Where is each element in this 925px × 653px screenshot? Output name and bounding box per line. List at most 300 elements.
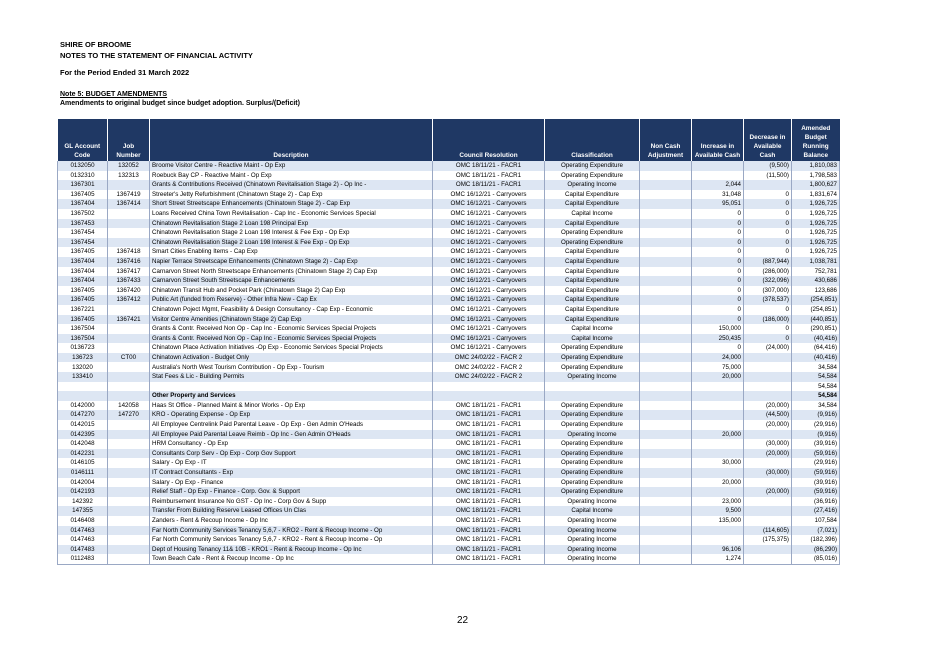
cell-gl-code: 147355 <box>58 506 108 516</box>
col-classification: Classification <box>545 119 640 161</box>
cell-job-number <box>108 209 150 219</box>
cell-non-cash <box>640 362 692 372</box>
cell-decrease: 0 <box>744 247 792 257</box>
cell-gl-code: 132020 <box>58 362 108 372</box>
cell-description: Dept of Housing Tenancy 11& 10B - KRO1 - Rent & Recoup Income - Op Inc <box>150 545 433 555</box>
cell-increase: 23,000 <box>692 497 744 507</box>
cell-job-number: 1367414 <box>108 199 150 209</box>
cell-description: Stat Fees & Lic - Building Permits <box>150 372 433 382</box>
cell-decrease: (24,000) <box>744 343 792 353</box>
cell-description: Loans Received China Town Revitalisation - Cap Inc - Economic Services Special <box>150 209 433 219</box>
cell-classification: Capital Expenditure <box>545 305 640 315</box>
cell-decrease: (307,000) <box>744 286 792 296</box>
cell-balance: (182,396) <box>792 535 840 545</box>
table-row <box>58 343 840 353</box>
cell-increase: 31,048 <box>692 190 744 200</box>
cell-non-cash <box>640 554 692 564</box>
cell-increase: 96,106 <box>692 545 744 555</box>
cell-classification: Operating Expenditure <box>545 362 640 372</box>
cell-classification: Operating Expenditure <box>545 468 640 478</box>
cell-non-cash <box>640 228 692 238</box>
cell-decrease: 0 <box>744 334 792 344</box>
cell-job-number: 1367417 <box>108 267 150 277</box>
cell-description: KRO - Operating Expense - Op Exp <box>150 410 433 420</box>
cell-council-resolution: OMC 18/11/21 - FACR1 <box>433 180 545 190</box>
cell-decrease: 0 <box>744 199 792 209</box>
cell-council-resolution: OMC 18/11/21 - FACR1 <box>433 535 545 545</box>
cell-gl-code: 0147270 <box>58 410 108 420</box>
cell-non-cash <box>640 353 692 363</box>
cell-council-resolution: OMC 18/11/21 - FACR1 <box>433 545 545 555</box>
cell-decrease: (9,500) <box>744 161 792 171</box>
cell-decrease <box>744 180 792 190</box>
cell-increase <box>692 391 744 401</box>
cell-classification: Operating Expenditure <box>545 420 640 430</box>
cell-job-number: 1367419 <box>108 190 150 200</box>
cell-job-number <box>108 324 150 334</box>
cell-description: Relief Staff - Op Exp - Finance - Corp. Gov. & Support <box>150 487 433 497</box>
cell-decrease: (11,500) <box>744 171 792 181</box>
table-row <box>58 468 840 478</box>
cell-classification: Capital Expenditure <box>545 190 640 200</box>
cell-balance: (85,016) <box>792 554 840 564</box>
cell-gl-code: 1367504 <box>58 334 108 344</box>
cell-council-resolution: OMC 16/12/21 - Carryovers <box>433 257 545 267</box>
cell-council-resolution: OMC 18/11/21 - FACR1 <box>433 468 545 478</box>
cell-increase: 0 <box>692 228 744 238</box>
cell-description: Roebuck Bay CP - Reactive Maint - Op Exp <box>150 171 433 181</box>
cell-council-resolution: OMC 16/12/21 - Carryovers <box>433 276 545 286</box>
cell-description: Australia's North West Tourism Contribution - Op Exp - Tourism <box>150 362 433 372</box>
cell-description: Chinatown Transit Hub and Pocket Park (Chinatown Stage 2) Cap Exp <box>150 286 433 296</box>
cell-job-number <box>108 449 150 459</box>
cell-classification: Operating Expenditure <box>545 228 640 238</box>
cell-classification: Operating Expenditure <box>545 401 640 411</box>
cell-council-resolution: OMC 18/11/21 - FACR1 <box>433 497 545 507</box>
cell-decrease: (44,500) <box>744 410 792 420</box>
cell-non-cash <box>640 382 692 392</box>
cell-increase: 0 <box>692 238 744 248</box>
table-row <box>58 324 840 334</box>
cell-balance: (59,916) <box>792 449 840 459</box>
cell-balance: (86,290) <box>792 545 840 555</box>
table-row <box>58 228 840 238</box>
cell-council-resolution: OMC 16/12/21 - Carryovers <box>433 190 545 200</box>
cell-council-resolution <box>433 391 545 401</box>
cell-non-cash <box>640 401 692 411</box>
cell-increase: 9,500 <box>692 506 744 516</box>
cell-non-cash <box>640 420 692 430</box>
cell-non-cash <box>640 238 692 248</box>
cell-non-cash <box>640 545 692 555</box>
cell-description: Broome Visitor Centre - Reactive Maint - Op Exp <box>150 161 433 171</box>
cell-council-resolution: OMC 24/02/22 - FACR 2 <box>433 372 545 382</box>
cell-description: All Employee Centrelink Paid Parental Leave - Op Exp - Gen Admin O'Heads <box>150 420 433 430</box>
cell-increase <box>692 161 744 171</box>
table-row <box>58 267 840 277</box>
cell-decrease: 0 <box>744 219 792 229</box>
cell-gl-code: 133410 <box>58 372 108 382</box>
table-row <box>58 286 840 296</box>
cell-gl-code: 1367454 <box>58 238 108 248</box>
cell-classification: Operating Income <box>545 545 640 555</box>
cell-council-resolution: OMC 18/11/21 - FACR1 <box>433 487 545 497</box>
cell-balance: 34,584 <box>792 362 840 372</box>
table-row <box>58 535 840 545</box>
cell-non-cash <box>640 315 692 325</box>
cell-job-number: 147270 <box>108 410 150 420</box>
col-decrease-available-cash: Decrease in Available Cash <box>744 119 792 161</box>
organisation-name: SHIRE OF BROOME <box>60 40 132 49</box>
table-row <box>58 410 840 420</box>
cell-decrease: (20,000) <box>744 420 792 430</box>
cell-description: Consultants Corp Serv - Op Exp - Corp Gov Support <box>150 449 433 459</box>
cell-gl-code: 0147483 <box>58 545 108 555</box>
cell-classification: Capital Expenditure <box>545 276 640 286</box>
cell-decrease: (186,000) <box>744 315 792 325</box>
cell-balance: (7,021) <box>792 526 840 536</box>
cell-classification: Capital Expenditure <box>545 257 640 267</box>
cell-job-number <box>108 382 150 392</box>
cell-decrease <box>744 497 792 507</box>
col-council-resolution: Council Resolution <box>433 119 545 161</box>
cell-description: Chinatown Place Activation Initiatives -Op Exp - Economic Services Special Projects <box>150 343 433 353</box>
cell-classification: Operating Expenditure <box>545 410 640 420</box>
cell-classification <box>545 391 640 401</box>
cell-non-cash <box>640 334 692 344</box>
cell-council-resolution: OMC 18/11/21 - FACR1 <box>433 401 545 411</box>
cell-council-resolution: OMC 16/12/21 - Carryovers <box>433 209 545 219</box>
cell-gl-code: 0132310 <box>58 171 108 181</box>
note-subheading: Amendments to original budget since budget adoption. Surplus/(Deficit) <box>60 100 300 107</box>
cell-classification: Operating Income <box>545 180 640 190</box>
cell-increase: 0 <box>692 295 744 305</box>
cell-decrease <box>744 382 792 392</box>
cell-description: HRM Consultancy - Op Exp <box>150 439 433 449</box>
cell-non-cash <box>640 267 692 277</box>
cell-decrease <box>744 478 792 488</box>
cell-balance: (59,916) <box>792 487 840 497</box>
cell-description: Short Street Streetscape Enhancements (Chinatown Stage 2) - Cap Exp <box>150 199 433 209</box>
cell-gl-code: 1367405 <box>58 190 108 200</box>
cell-council-resolution: OMC 16/12/21 - Carryovers <box>433 315 545 325</box>
cell-description: IT Contract Consultants - Exp <box>150 468 433 478</box>
cell-non-cash <box>640 497 692 507</box>
cell-classification: Capital Income <box>545 506 640 516</box>
report-title: NOTES TO THE STATEMENT OF FINANCIAL ACTIVITY <box>60 51 253 60</box>
cell-increase: 20,000 <box>692 372 744 382</box>
cell-balance: 1,926,725 <box>792 209 840 219</box>
cell-increase: 20,000 <box>692 478 744 488</box>
cell-gl-code: 0142004 <box>58 478 108 488</box>
table-row <box>58 487 840 497</box>
cell-job-number <box>108 219 150 229</box>
cell-balance: 1,926,725 <box>792 247 840 257</box>
cell-classification: Operating Expenditure <box>545 171 640 181</box>
cell-balance: (440,851) <box>792 315 840 325</box>
cell-balance: (59,916) <box>792 468 840 478</box>
cell-council-resolution: OMC 18/11/21 - FACR1 <box>433 410 545 420</box>
cell-increase: 20,000 <box>692 430 744 440</box>
cell-non-cash <box>640 526 692 536</box>
cell-council-resolution: OMC 18/11/21 - FACR1 <box>433 161 545 171</box>
cell-job-number: 1367416 <box>108 257 150 267</box>
cell-decrease <box>744 545 792 555</box>
cell-classification: Capital Expenditure <box>545 267 640 277</box>
cell-classification: Operating Income <box>545 535 640 545</box>
cell-decrease: (887,944) <box>744 257 792 267</box>
cell-classification: Capital Expenditure <box>545 315 640 325</box>
cell-council-resolution: OMC 16/12/21 - Carryovers <box>433 343 545 353</box>
cell-increase <box>692 526 744 536</box>
cell-description: Carnarvon Street North Streetscape Enhancements (Chinatown Stage 2) Cap Exp <box>150 267 433 277</box>
cell-non-cash <box>640 209 692 219</box>
cell-job-number: 132313 <box>108 171 150 181</box>
cell-balance: (254,851) <box>792 305 840 315</box>
table-row <box>58 334 840 344</box>
cell-balance: 54,584 <box>792 382 840 392</box>
cell-balance: 34,584 <box>792 401 840 411</box>
table-row <box>58 276 840 286</box>
col-amended-budget-balance: Amended Budget Running Balance <box>792 119 840 161</box>
table-row <box>58 554 840 564</box>
cell-non-cash <box>640 324 692 334</box>
cell-balance: 1,926,725 <box>792 238 840 248</box>
table-row <box>58 430 840 440</box>
cell-description: Grants & Contr. Received Non Op - Cap Inc - Economic Services Special Projects <box>150 324 433 334</box>
cell-description: Salary - Op Exp - Finance <box>150 478 433 488</box>
table-row <box>58 391 840 401</box>
cell-gl-code: 0142193 <box>58 487 108 497</box>
cell-decrease: 0 <box>744 238 792 248</box>
cell-increase <box>692 410 744 420</box>
table-row <box>58 516 840 526</box>
cell-increase <box>692 401 744 411</box>
table-row <box>58 449 840 459</box>
cell-increase: 0 <box>692 219 744 229</box>
cell-decrease: 0 <box>744 190 792 200</box>
cell-balance: (40,416) <box>792 334 840 344</box>
cell-increase: 2,044 <box>692 180 744 190</box>
table-row <box>58 478 840 488</box>
col-job-number: Job Number <box>108 119 150 161</box>
cell-balance: 1,798,583 <box>792 171 840 181</box>
cell-balance: 752,781 <box>792 267 840 277</box>
cell-balance: (9,916) <box>792 410 840 420</box>
cell-non-cash <box>640 305 692 315</box>
cell-job-number <box>108 487 150 497</box>
cell-council-resolution: OMC 18/11/21 - FACR1 <box>433 420 545 430</box>
cell-non-cash <box>640 506 692 516</box>
cell-gl-code: 0147463 <box>58 526 108 536</box>
cell-decrease: (20,000) <box>744 449 792 459</box>
note-heading: Note 5: BUDGET AMENDMENTS <box>60 91 168 98</box>
cell-increase: 150,000 <box>692 324 744 334</box>
cell-classification: Operating Income <box>545 372 640 382</box>
cell-balance: 1,926,725 <box>792 199 840 209</box>
cell-increase: 0 <box>692 315 744 325</box>
cell-description: Visitor Centre Amenities (Chinatown Stage 2) Cap Exp <box>150 315 433 325</box>
cell-decrease: (114,605) <box>744 526 792 536</box>
cell-non-cash <box>640 286 692 296</box>
cell-increase: 1,274 <box>692 554 744 564</box>
cell-job-number: CT00 <box>108 353 150 363</box>
cell-non-cash <box>640 219 692 229</box>
cell-job-number <box>108 343 150 353</box>
table-row <box>58 353 840 363</box>
cell-balance: (290,851) <box>792 324 840 334</box>
cell-classification: Operating Expenditure <box>545 343 640 353</box>
cell-gl-code: 0142048 <box>58 439 108 449</box>
cell-decrease <box>744 353 792 363</box>
page-number: 22 <box>456 615 469 626</box>
cell-council-resolution: OMC 16/12/21 - Carryovers <box>433 219 545 229</box>
cell-gl-code: 1367453 <box>58 219 108 229</box>
cell-balance: (40,416) <box>792 353 840 363</box>
col-increase-available-cash: Increase in Available Cash <box>692 119 744 161</box>
cell-increase: 0 <box>692 267 744 277</box>
table-row <box>58 247 840 257</box>
cell-classification: Operating Expenditure <box>545 161 640 171</box>
cell-increase <box>692 439 744 449</box>
cell-job-number: 1367421 <box>108 315 150 325</box>
cell-gl-code <box>58 382 108 392</box>
cell-classification: Operating Expenditure <box>545 238 640 248</box>
cell-gl-code: 0136723 <box>58 343 108 353</box>
cell-council-resolution: OMC 18/11/21 - FACR1 <box>433 526 545 536</box>
table-row <box>58 180 840 190</box>
cell-balance: 1,926,725 <box>792 219 840 229</box>
cell-balance: (39,916) <box>792 478 840 488</box>
cell-job-number <box>108 430 150 440</box>
table-row <box>58 382 840 392</box>
cell-increase: 0 <box>692 343 744 353</box>
cell-gl-code: 1367504 <box>58 324 108 334</box>
cell-balance: (9,916) <box>792 430 840 440</box>
cell-balance: (36,916) <box>792 497 840 507</box>
cell-job-number: 132052 <box>108 161 150 171</box>
table-row <box>58 219 840 229</box>
cell-gl-code: 0142000 <box>58 401 108 411</box>
cell-gl-code <box>58 391 108 401</box>
cell-gl-code: 1367404 <box>58 199 108 209</box>
cell-increase: 75,000 <box>692 362 744 372</box>
budget-amendments-table <box>57 119 840 565</box>
cell-increase: 0 <box>692 286 744 296</box>
table-header-row <box>58 119 840 161</box>
cell-decrease: (30,000) <box>744 439 792 449</box>
cell-classification: Operating Expenditure <box>545 439 640 449</box>
cell-job-number: 1367418 <box>108 247 150 257</box>
cell-council-resolution: OMC 18/11/21 - FACR1 <box>433 516 545 526</box>
cell-non-cash <box>640 257 692 267</box>
cell-increase: 0 <box>692 209 744 219</box>
cell-balance: 123,686 <box>792 286 840 296</box>
cell-job-number <box>108 180 150 190</box>
cell-council-resolution: OMC 24/02/22 - FACR 2 <box>433 353 545 363</box>
cell-description: Napier Terrace Streetscape Enhancements (Chinatown Stage 2) - Cap Exp <box>150 257 433 267</box>
cell-council-resolution: OMC 18/11/21 - FACR1 <box>433 430 545 440</box>
cell-balance: 1,800,627 <box>792 180 840 190</box>
cell-gl-code: 0132050 <box>58 161 108 171</box>
cell-job-number <box>108 458 150 468</box>
cell-increase <box>692 382 744 392</box>
cell-council-resolution: OMC 18/11/21 - FACR1 <box>433 554 545 564</box>
col-non-cash-adjustment: Non Cash Adjustment <box>640 119 692 161</box>
cell-increase: 0 <box>692 257 744 267</box>
cell-council-resolution: OMC 24/02/22 - FACR 2 <box>433 362 545 372</box>
cell-job-number <box>108 228 150 238</box>
cell-decrease: (30,000) <box>744 468 792 478</box>
cell-classification: Operating Expenditure <box>545 478 640 488</box>
cell-gl-code: 0142231 <box>58 449 108 459</box>
cell-non-cash <box>640 430 692 440</box>
cell-increase: 30,000 <box>692 458 744 468</box>
cell-non-cash <box>640 439 692 449</box>
table-row <box>58 305 840 315</box>
cell-classification: Operating Expenditure <box>545 487 640 497</box>
cell-non-cash <box>640 468 692 478</box>
cell-non-cash <box>640 247 692 257</box>
table-row <box>58 199 840 209</box>
cell-council-resolution: OMC 16/12/21 - Carryovers <box>433 286 545 296</box>
table-row <box>58 372 840 382</box>
cell-gl-code: 1367405 <box>58 295 108 305</box>
cell-balance: 1,038,781 <box>792 257 840 267</box>
cell-gl-code: 1367404 <box>58 267 108 277</box>
cell-job-number <box>108 305 150 315</box>
cell-balance: (29,916) <box>792 458 840 468</box>
cell-increase <box>692 420 744 430</box>
cell-gl-code: 1367404 <box>58 276 108 286</box>
cell-non-cash <box>640 161 692 171</box>
cell-increase <box>692 487 744 497</box>
cell-description: Other Property and Services <box>150 391 433 401</box>
cell-council-resolution: OMC 18/11/21 - FACR1 <box>433 478 545 488</box>
cell-decrease <box>744 516 792 526</box>
cell-decrease <box>744 372 792 382</box>
col-gl-account-code: GL Account Code <box>58 119 108 161</box>
cell-job-number: 1367412 <box>108 295 150 305</box>
table-row <box>58 209 840 219</box>
cell-non-cash <box>640 391 692 401</box>
cell-description: Grants & Contributions Received (Chinatown Revitalisation Stage 2) - Op Inc - <box>150 180 433 190</box>
cell-non-cash <box>640 449 692 459</box>
cell-non-cash <box>640 458 692 468</box>
cell-decrease: (286,000) <box>744 267 792 277</box>
cell-description: Far North Community Services Tenancy 5,6,7 - KRO2 - Rent & Recoup Income - Op <box>150 526 433 536</box>
cell-non-cash <box>640 171 692 181</box>
cell-council-resolution: OMC 18/11/21 - FACR1 <box>433 458 545 468</box>
cell-balance: (64,416) <box>792 343 840 353</box>
cell-description: Streeter's Jetty Refurbishment (Chinatown Stage 2) - Cap Exp <box>150 190 433 200</box>
cell-balance: (29,916) <box>792 420 840 430</box>
cell-description: Chinatown Poject Mgmt, Feasibility & Design Consultancy - Cap Exp - Economic <box>150 305 433 315</box>
cell-description: Transfer From Building Reserve Leased Offices Un Clas <box>150 506 433 516</box>
cell-job-number <box>108 526 150 536</box>
cell-decrease <box>744 458 792 468</box>
cell-job-number <box>108 554 150 564</box>
cell-non-cash <box>640 343 692 353</box>
cell-job-number <box>108 497 150 507</box>
cell-council-resolution: OMC 18/11/21 - FACR1 <box>433 171 545 181</box>
table-row <box>58 315 840 325</box>
cell-council-resolution: OMC 18/11/21 - FACR1 <box>433 439 545 449</box>
cell-job-number <box>108 468 150 478</box>
cell-classification: Operating Expenditure <box>545 458 640 468</box>
cell-gl-code: 1367405 <box>58 247 108 257</box>
cell-non-cash <box>640 487 692 497</box>
